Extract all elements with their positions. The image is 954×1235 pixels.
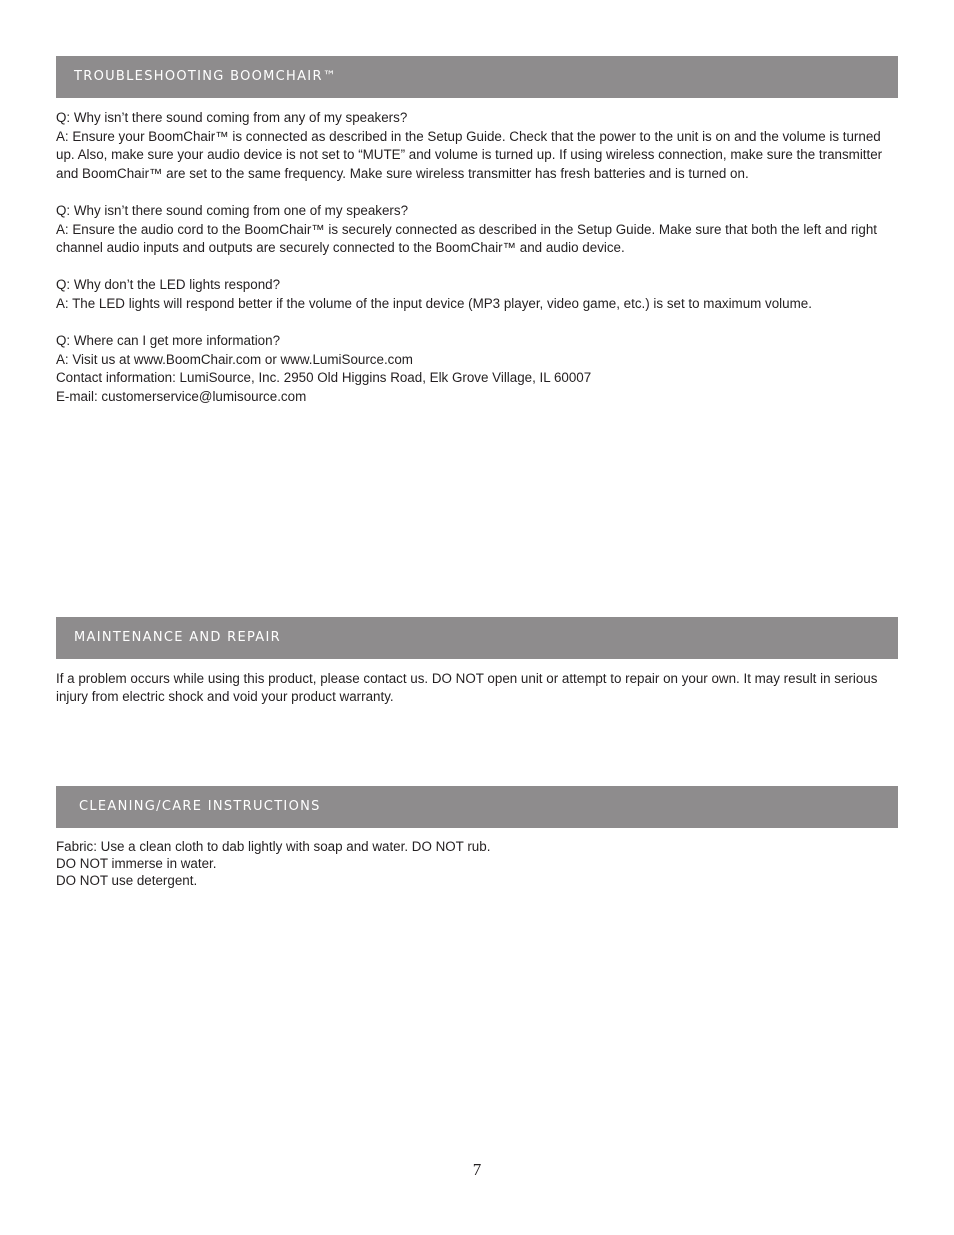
maintenance-header <box>56 617 898 659</box>
cleaning-header <box>56 786 898 828</box>
maintenance-text: If a problem occurs while using this product, please contact us. DO NOT open unit or attempt to repair on your own. It may result in serious injury from electric shock and void your product warranty. <box>56 671 878 704</box>
answer: A: Ensure your BoomChair™ is connected as described in the Setup Guide. Check that the power to the unit is on and the volume is turned up. Also, make sure your audio device is not set to “MUTE” and volume is turned up. If using wireless connection, make sure the transmitter and BoomChair™ are set to the same frequency. Make sure wireless transmitter has fresh batteries and is turned on. <box>56 128 883 181</box>
question: Q: Why isn’t there sound coming from one of my speakers? <box>56 202 409 218</box>
cleaning-line: Fabric: Use a clean cloth to dab lightly with soap and water. DO NOT rub. <box>56 839 491 854</box>
cleaning-line: DO NOT use detergent. <box>56 873 198 888</box>
answer: A: The LED lights will respond better if the volume of the input device (MP3 player, video game, etc.) is set to maximum volume. <box>56 295 812 311</box>
answer: A: Ensure the audio cord to the BoomChair™ is securely connected as described in the Setup Guide. Make sure that both the left and right channel audio inputs and outputs are securely connected to the BoomChair™ and audio device. <box>56 221 878 256</box>
question: Q: Why isn’t there sound coming from any of my speakers? <box>56 110 408 125</box>
cleaning-title: CLEANING/CARE INSTRUCTIONS <box>79 799 321 814</box>
cleaning-line: DO NOT immerse in water. <box>56 856 217 871</box>
answer: A: Visit us at www.BoomChair.com or www.LumiSource.com <box>56 351 413 367</box>
qa-item <box>56 276 898 313</box>
troubleshooting-body <box>56 109 898 407</box>
troubleshooting-title: TROUBLESHOOTING BOOMCHAIR™ <box>74 69 338 84</box>
qa-item <box>56 109 898 183</box>
maintenance-title: MAINTENANCE AND REPAIR <box>74 630 281 645</box>
question: Q: Where can I get more information? <box>56 333 281 349</box>
maintenance-body <box>56 670 898 706</box>
question: Q: Why don’t the LED lights respond? <box>56 277 281 293</box>
contact-email: E-mail: customerservice@lumisource.com <box>56 388 307 404</box>
page-number: 7 <box>472 1160 482 1179</box>
troubleshooting-header <box>56 56 898 98</box>
contact-information: Contact information: LumiSource, Inc. 2950 Old Higgins Road, Elk Grove Village, IL 60007 <box>56 370 592 386</box>
qa-item <box>56 332 898 406</box>
qa-item <box>56 202 898 258</box>
cleaning-body <box>56 838 898 889</box>
